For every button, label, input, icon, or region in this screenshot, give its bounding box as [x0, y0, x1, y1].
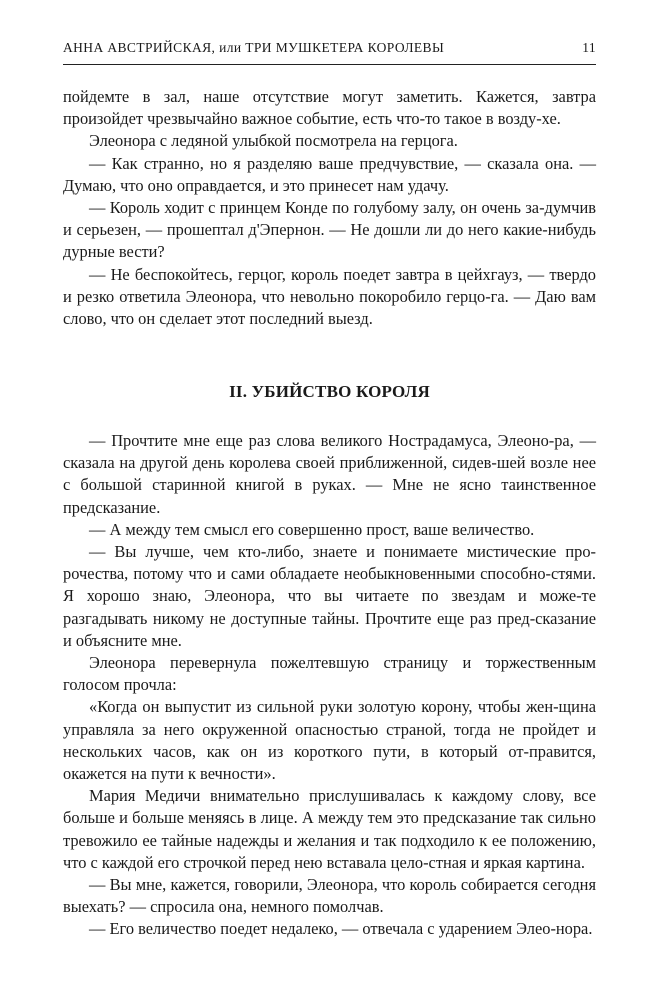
page-number: 11 [582, 40, 596, 55]
paragraph: пойдемте в зал, наше отсутствие могут заметить. Кажется, завтра произойдет чрезвычайно важное событие, есть что-то такое в возду-хе. [63, 87, 596, 129]
paragraph: — Прочтите мне еще раз слова великого Нострадамуса, Элеоно-ра, — сказала на другой день королева своей приближенной, сидев-шей возле нее с большой старинной книгой в руках. — Мне не ясно таинственное предсказание. [63, 431, 596, 517]
paragraph: — Как странно, но я разделяю ваше предчувствие, — сказала она. — Думаю, что оно оправдается, и это принесет нам удачу. [63, 153, 596, 195]
paragraph: — Король ходит с принцем Конде по голубому залу, он очень за-думчив и серьезен, — прошептал д'Эпернон. — Не дошли ли до него какие-нибудь дурные вести? [63, 198, 596, 262]
paragraph: Мария Медичи внимательно прислушивалась к каждому слову, все больше и больше меняясь в лице. А между тем это предсказание так сильно тревожило ее тайные надежды и желания и так подходило к ее положению, что с каждой его строчкой перед нею вставала цело-стная и яркая картина. [63, 786, 596, 872]
paragraph: — Его величество поедет недалеко, — отвечала с ударением Элео-нора. [89, 919, 593, 939]
text-block-intro [63, 86, 596, 330]
running-title: АННА АВСТРИЙСКАЯ, или ТРИ МУШКЕТЕРА КОРОЛЕВЫ [63, 40, 445, 55]
paragraph: — Вы лучше, чем кто-либо, знаете и понимаете мистические про-рочества, потому что и сами обладаете необыкновенными способно-стями. Я хорошо знаю, Элеонора, что вы читаете по звездам и може-те разгадывать никому не доступные тайны. Прочтите еще раз пред-сказание и объясните мне. [63, 542, 596, 650]
paragraph: — Не беспокойтесь, герцог, король поедет завтра в цейхгауз, — твердо и резко ответила Элеонора, что невольно покоробило герцо-га. — Даю вам слово, что он сделает этот последний выезд. [63, 264, 596, 329]
paragraph: — А между тем смысл его совершенно прост, ваше величество. [89, 519, 535, 539]
paragraph: Элеонора с ледяной улыбкой посмотрела на герцога. [89, 131, 458, 151]
paragraph: — Вы мне, кажется, говорили, Элеонора, что король собирается сегодня выехать? — спросила она, немного помолчав. [63, 875, 596, 917]
text-block-chapter [63, 430, 596, 941]
header-rule [63, 64, 596, 65]
chapter-title: II. УБИЙСТВО КОРОЛЯ [229, 382, 430, 401]
running-header [63, 40, 596, 62]
paragraph: Элеонора перевернула пожелтевшую страницу и торжественным голосом прочла: [63, 653, 596, 695]
paragraph: «Когда он выпустит из сильной руки золотую корону, чтобы жен-щина управляла за него окруженной опасностью страной, тогда не пройдет и нескольких часов, как он из короткого пути, в который от-правится, окажется на пути к вечности». [63, 697, 596, 784]
